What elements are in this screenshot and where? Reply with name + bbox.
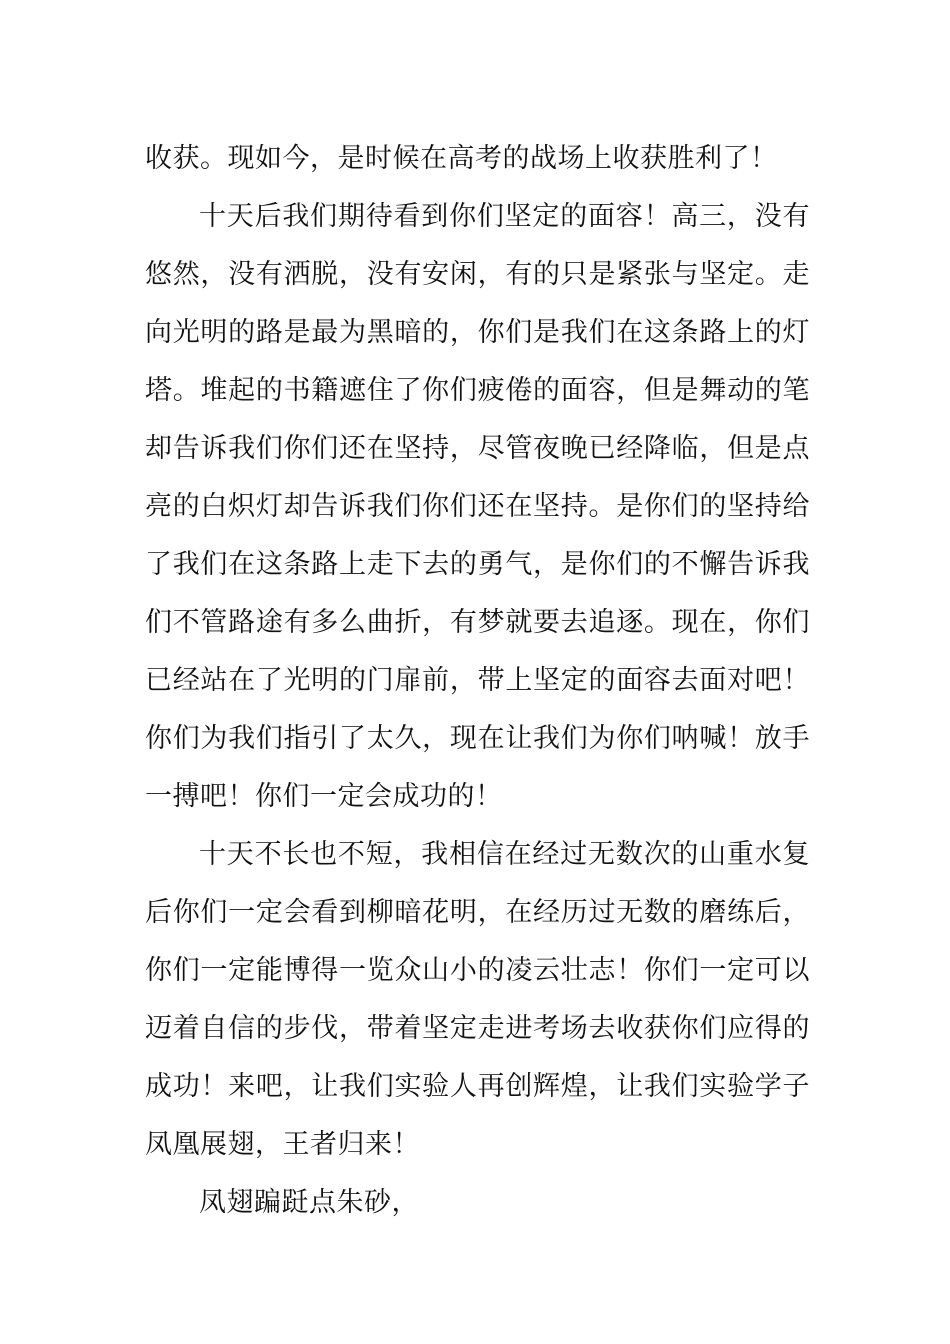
body-text	[145, 130, 810, 1232]
poem-line: 凤翅蹁跹点朱砂，	[199, 1187, 419, 1218]
paragraph-continuation: 收获。现如今，是时候在高考的战场上收获胜利了！	[145, 143, 778, 174]
paragraph: 十天不长也不短，我相信在经过无数次的山重水复后你们一定会看到柳暗花明，在经历过无数的磨练后，你们一定能博得一览众山小的凌云壮志！你们一定可以迈着自信的步伐，带着坚定走进考场去收获你们应得的成功！来吧，让我们实验人再创辉煌，让我们实验学子凤凰展翅，王者归来！	[145, 839, 810, 1160]
paragraph: 十天后我们期待看到你们坚定的面容！高三，没有悠然，没有洒脱，没有安闲，有的只是紧张与坚定。走向光明的路是最为黑暗的，你们是我们在这条路上的灯塔。堆起的书籍遮住了你们疲倦的面容，但是舞动的笔却告诉我们你们还在坚持，尽管夜晚已经降临，但是点亮的白炽灯却告诉我们你们还在坚持。是你们的坚持给了我们在这条路上走下去的勇气，是你们的不懈告诉我们不管路途有多么曲折，有梦就要去追逐。现在，你们已经站在了光明的门扉前，带上坚定的面容去面对吧！你们为我们指引了太久，现在让我们为你们呐喊！放手一搏吧！你们一定会成功的！	[145, 201, 810, 812]
